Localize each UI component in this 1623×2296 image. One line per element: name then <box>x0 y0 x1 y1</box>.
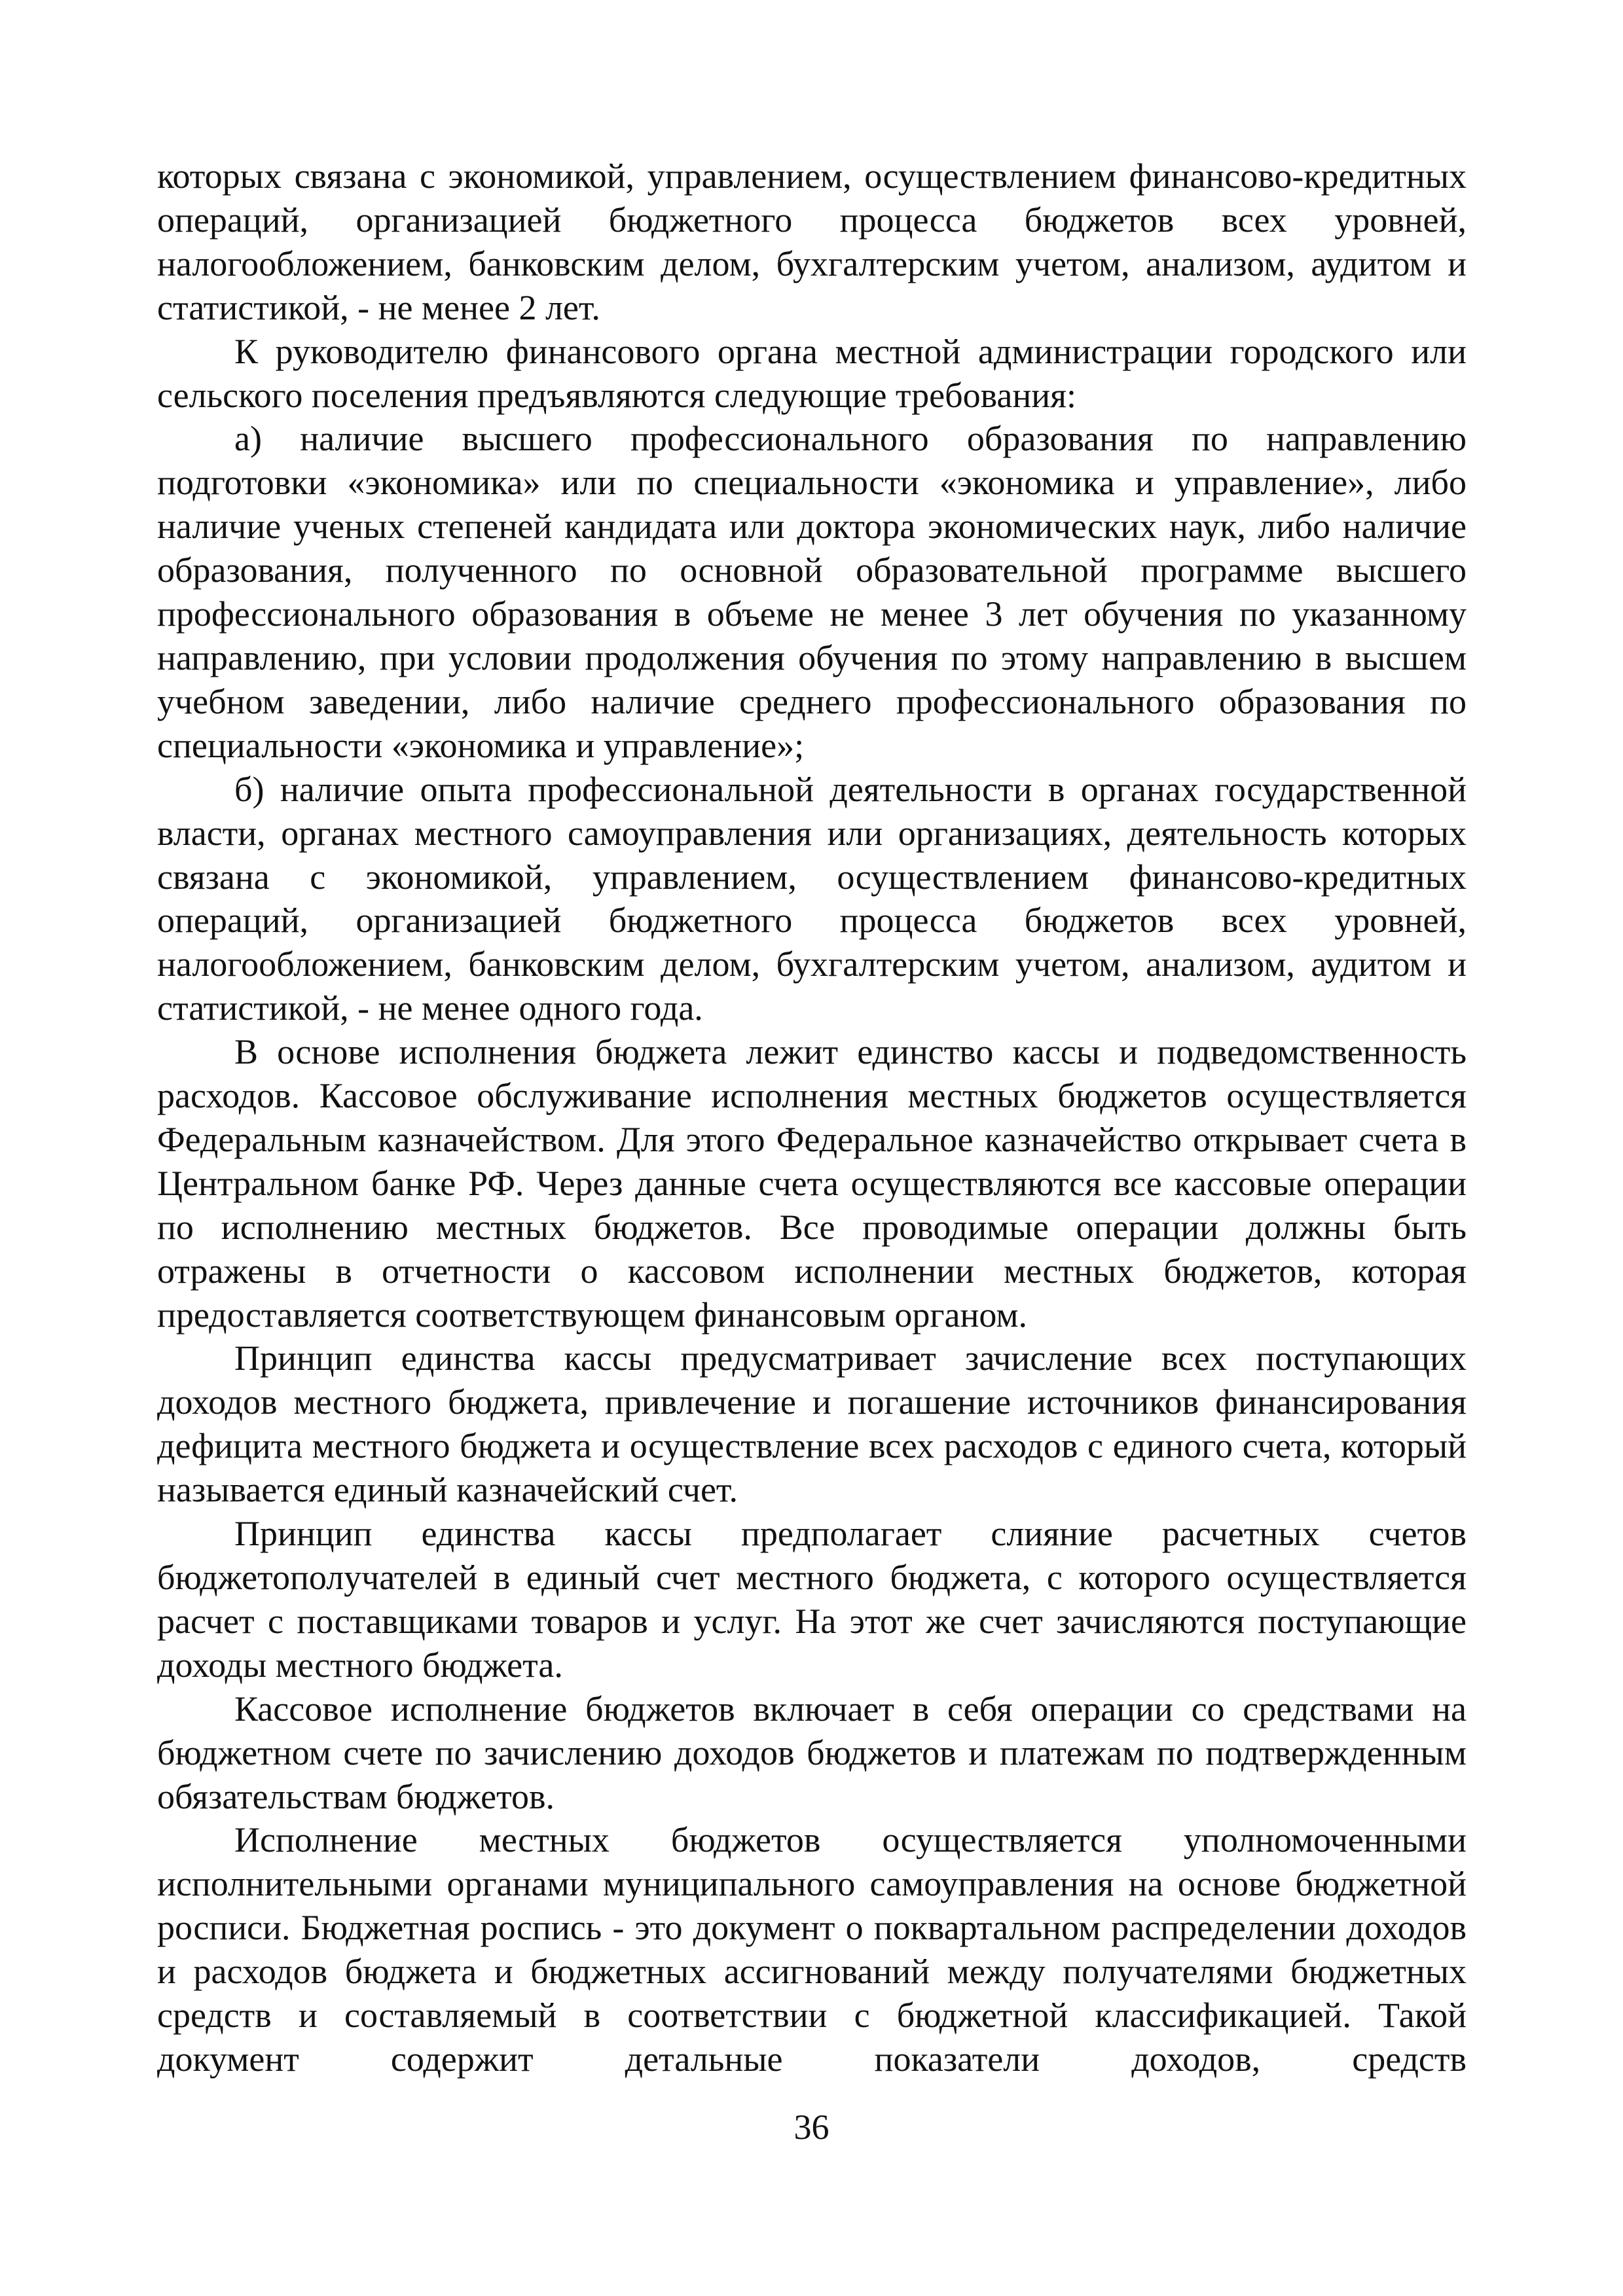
paragraph-cash-unity: В основе исполнения бюджета лежит единство кассы и подведомственность расходов. Кассовое обслуживание исполнения местных бюджетов осуществляется Федеральным казначейством. Для этого Федеральное казначейство открывает счета в Центральном банке РФ. Через данные счета осуществляются все кассовые операции по исполнению местных бюджетов. Все проводимые операции должны быть отражены в отчетности о кассовом исполнении местных бюджетов, которая предоставляется соответствующем финансовым органом. <box>157 1032 1467 1335</box>
paragraph-unity-principle-1: Принцип единства кассы предусматривает зачисление всех поступающих доходов местного бюджета, привлечение и погашение источников финансирования дефицита местного бюджета и осуществление всех расходов с единого счета, который называется единый казначейский счет. <box>157 1338 1467 1510</box>
page-number: 36 <box>793 2108 830 2147</box>
paragraph-continuation: которых связана с экономикой, управлением, осуществлением финансово-кредитных операций, организацией бюджетного процесса бюджетов всех уровней, налогообложением, банковским делом, бухгалтерским учетом, анализом, аудитом и статистикой, - не менее 2 лет. <box>157 156 1467 327</box>
paragraph-requirements-intro: К руководителю финансового органа местной администрации городского или сельского поселения предъявляются следующие требования: <box>157 331 1467 415</box>
paragraph-budget-schedule: Исполнение местных бюджетов осуществляется уполномоченными исполнительными органами муниципального самоуправления на основе бюджетной росписи. Бюджетная роспись - это документ о поквартальном распределении доходов и расходов бюджета и бюджетных ассигнований между получателями бюджетных средств и составляемый в соответствии с бюджетной классификацией. Такой документ содержит детальные показатели доходов, средств <box>157 1820 1467 2079</box>
paragraph-requirement-b: б) наличие опыта профессиональной деятельности в органах государственной власти, органах местного самоуправления или организациях, деятельность которых связана с экономикой, управлением, осуществлением финансово-кредитных операций, организацией бюджетного процесса бюджетов всех уровней, налогообложением, банковским делом, бухгалтерским учетом, анализом, аудитом и статистикой, - не менее одного года. <box>157 769 1467 1028</box>
paragraph-cash-execution: Кассовое исполнение бюджетов включает в себя операции со средствами на бюджетном счете по зачислению доходов бюджетов и платежам по подтвержденным обязательствам бюджетов. <box>157 1689 1467 1816</box>
paragraph-unity-principle-2: Принцип единства кассы предполагает слияние расчетных счетов бюджетополучателей в единый счет местного бюджета, с которого осуществляется расчет с поставщиками товаров и услуг. На этот же счет зачисляются поступающие доходы местного бюджета. <box>157 1514 1467 1685</box>
page-body <box>157 154 1467 2081</box>
paragraph-requirement-a: а) наличие высшего профессионального образования по направлению подготовки «экономика» или по специальности «экономика и управление», либо наличие ученых степеней кандидата или доктора экономических наук, либо наличие образования, полученного по основной образовательной программе высшего профессионального образования в объеме не менее 3 лет обучения по указанному направлению, при условии продолжения обучения по этому направлению в высшем учебном заведении, либо наличие среднего профессионального образования по специальности «экономика и управление»; <box>157 419 1467 765</box>
